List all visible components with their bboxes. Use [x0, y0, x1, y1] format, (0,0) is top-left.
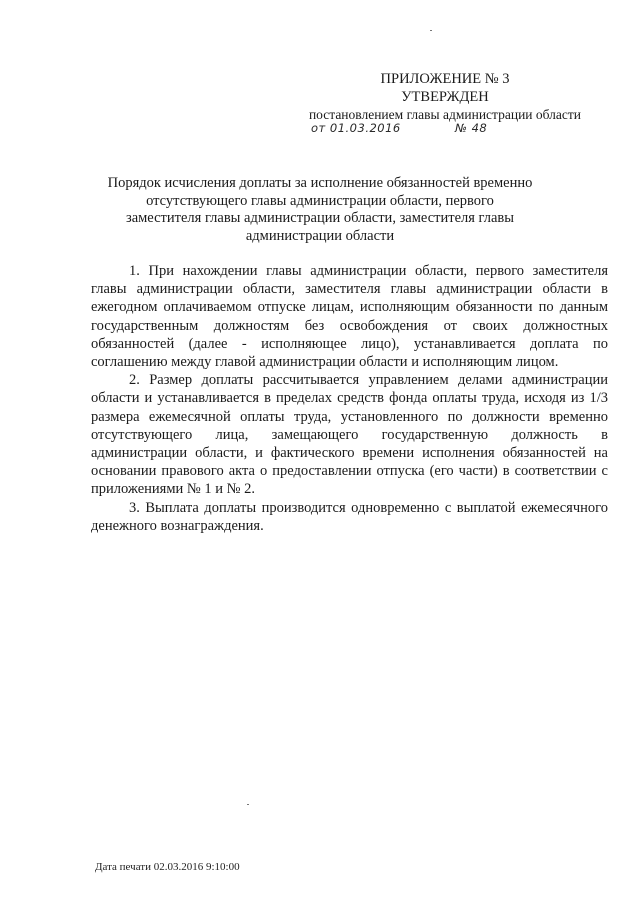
handwritten-number: № 48 [455, 121, 488, 135]
paragraph-1: 1. При нахождении главы администрации области, первого заместителя главы администрации области, заместителя главы администрации области в ежегодном оплачиваемом отпуске лицам, исполняющим обязанности по данным государственным должностям без освобождения от своих должностных обязанностей (далее - исполняющее лицо), устанавливается доплата по соглашению между главой администрации области и исполняющим лицом. [91, 263, 608, 371]
scan-speck [430, 30, 432, 31]
document-title [95, 175, 545, 245]
paragraph-2: 2. Размер доплаты рассчитывается управлением делами администрации области и устанавливается в пределах средств фонда оплаты труда, исходя из 1/3 размера ежемесячной оплаты труда, установленного по должности временно отсутствующего лица, замещающего государственную должность в администрации области, и фактического времени исполнения обязанностей на основании правового акта о предоставлении отпуска (его части) в соответствии с приложениями № 1 и № 2. [91, 372, 608, 498]
document-body [91, 262, 608, 535]
scan-speck [247, 804, 249, 805]
handwritten-date: от 01.03.2016 [311, 121, 401, 135]
title-line: Порядок исчисления доплаты за исполнение обязанностей временно [107, 175, 533, 191]
title-line: заместителя главы администрации области, заместителя главы [125, 210, 515, 226]
title-line: администрации области [245, 227, 395, 244]
print-date: Дата печати 02.03.2016 9:10:00 [95, 861, 240, 873]
handwritten-annotation [305, 121, 565, 141]
approved-label: УТВЕРЖДЕН [401, 89, 489, 105]
title-line: отсутствующего главы администрации области, первого [146, 192, 494, 209]
approval-block [280, 70, 610, 123]
resolution-label: постановлением главы администрации области [308, 107, 582, 122]
paragraph-3: 3. Выплата доплаты производится одновременно с выплатой ежемесячного денежного вознаграждения. [91, 499, 608, 534]
appendix-label: ПРИЛОЖЕНИЕ № 3 [380, 71, 510, 87]
